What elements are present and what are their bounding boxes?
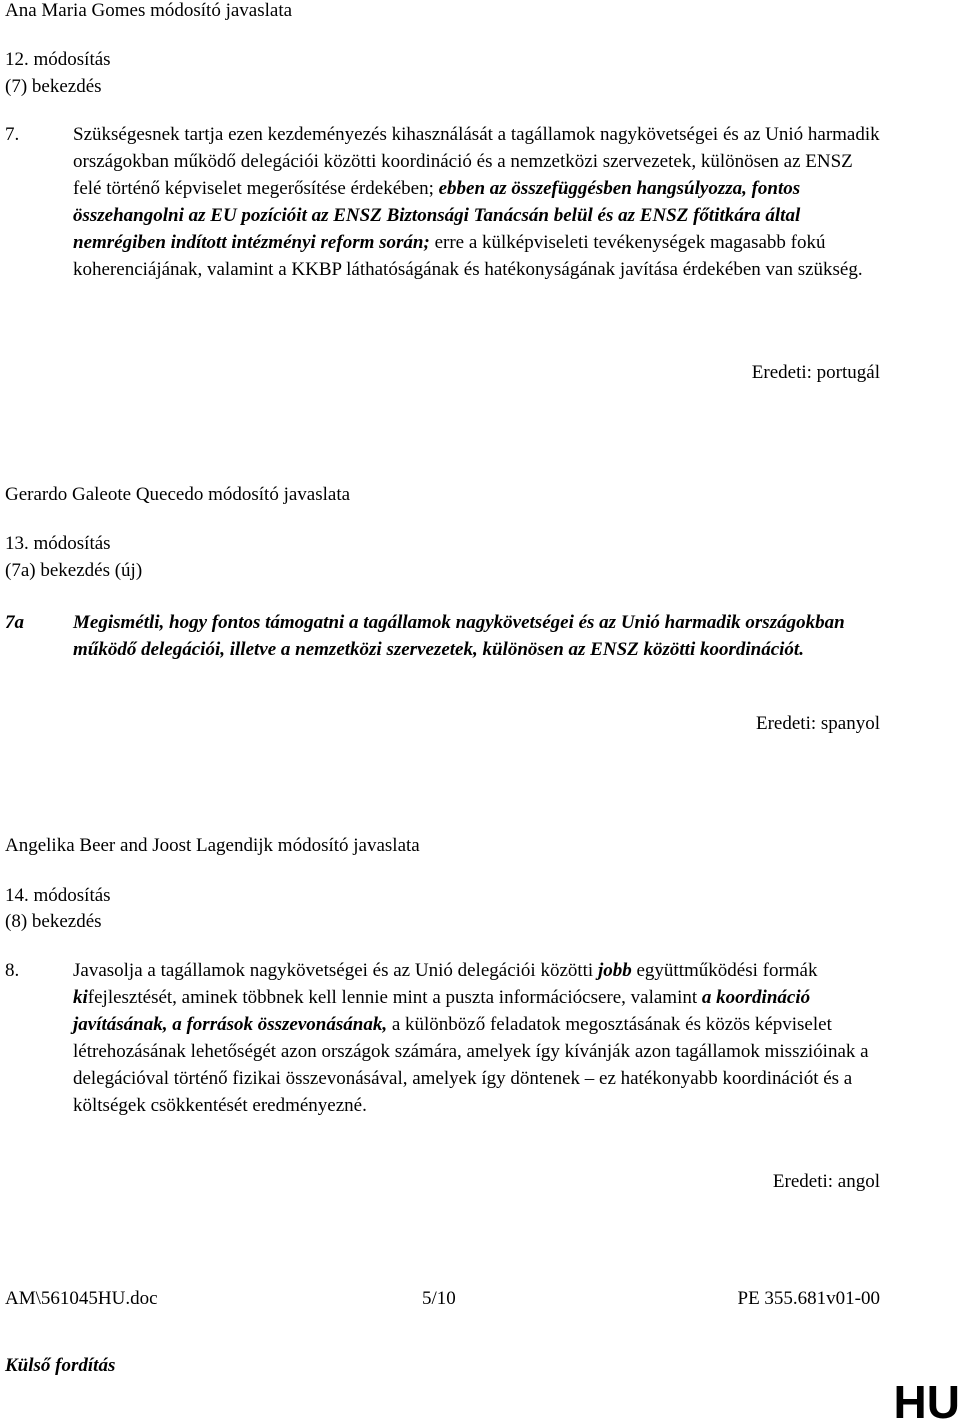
author-line-3: Angelika Beer and Joost Lagendijk módosító javaslata (5, 835, 420, 856)
amendment-text-2 (5, 609, 885, 663)
text-plain: Javasolja a tagállamok nagykövetségei és az Unió delegációi közötti (73, 960, 598, 981)
paragraph-number-1: 7. (5, 124, 20, 145)
language-code: HU (893, 1376, 960, 1428)
text-plain: Szükségesnek tartja ezen kezdeményezés kihasználását a tagállamok nagykövetségei és az Unió harmadik országokban működő delegációi közötti koordináció és a nemzetközi szervezetek, különösen az ENSZ felé történő képviselet megerősítése érdekében; (73, 124, 880, 199)
amendment-number-3: 14. módosítás (5, 885, 111, 906)
amendment-number-2: 13. módosítás (5, 533, 111, 554)
author-line-1: Ana Maria Gomes módosító javaslata (5, 0, 293, 21)
original-language-1: Eredeti: portugál (751, 362, 880, 383)
text-plain: a különböző feladatok megosztásának és közös képviselet létrehozásának lehetőségét azon országok számára, amelyek így kívánják azon tagállamok misszióinak a delegációval történő fizikai összevonásával, amelyek így döntenek – ez hatékonyabb koordinációt és a költségek csökkentését eredményezné. (73, 1014, 869, 1116)
text-emphasis: Megismétli, hogy fontos támogatni a tagállamok nagykövetségei és az Unió harmadik országokban működő delegációi, illetve a nemzetközi szervezetek, különösen az ENSZ közötti koordinációt. (73, 612, 845, 660)
footer-translation-note: Külső fordítás (5, 1355, 116, 1376)
footer-doc-id: AM\561045HU.doc (5, 1288, 158, 1309)
paragraph-number-2: 7a (5, 612, 24, 633)
footer-page-number: 5/10 (422, 1288, 456, 1309)
text-emphasis: a koordináció javításának, a források összevonásának, (73, 987, 811, 1035)
text-plain: erre a külképviseleti tevékenységek magasabb fokú koherenciájának, valamint a KKBP láthatóságának és hatékonyságának javítása érdekében van szükség. (73, 232, 863, 280)
text-plain: fejlesztését, aminek többnek kell lennie mint a puszta információcsere, valamint (87, 987, 702, 1008)
paragraph-number-3: 8. (5, 960, 20, 981)
original-language-3: Eredeti: angol (772, 1171, 880, 1192)
paragraph-ref-3: (8) bekezdés (5, 911, 102, 932)
footer-pe-ref: PE 355.681v01-00 (737, 1288, 880, 1309)
paragraph-ref-1: (7) bekezdés (5, 76, 102, 97)
text-emphasis: ebben az összefüggésben hangsúlyozza, fontos összehangolni az EU pozícióit az ENSZ Biztonsági Tanácsán belül és az ENSZ főtitkára által nemrégiben indított intézményi reform során; (73, 178, 801, 253)
paragraph-ref-2: (7a) bekezdés (új) (5, 560, 143, 581)
text-emphasis: ki (73, 987, 88, 1008)
author-line-2: Gerardo Galeote Quecedo módosító javaslata (5, 484, 351, 505)
text-emphasis: jobb (597, 960, 632, 981)
amendment-text-3 (5, 957, 885, 1119)
original-language-2: Eredeti: spanyol (756, 713, 880, 734)
amendment-number-1: 12. módosítás (5, 49, 111, 70)
text-plain: együttműködési formák (631, 960, 818, 981)
amendment-text-1 (5, 121, 885, 283)
